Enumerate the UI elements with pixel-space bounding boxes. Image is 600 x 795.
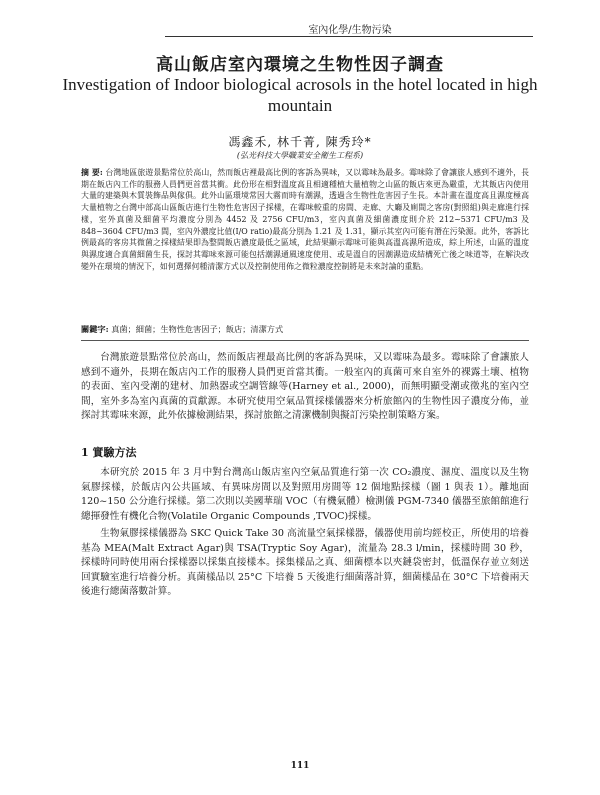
- section-heading-methods: 1 實驗方法: [81, 446, 137, 459]
- keywords: [81, 324, 529, 335]
- keywords-divider: [81, 340, 529, 341]
- methods-paragraph-1: 本研究於 2015 年 3 月中對台灣高山飯店室內空氣品質進行第一次 CO₂濃度、濕度、溫度以及生物氣膠採樣，於飯店內公共區域、有異味房間以及對照用房間等 12 個地點採樣（圖 1 與表 1）。離地面 120~150 公分進行採樣。第二次則以美國華瑞 VOC（有機氣體）檢測儀 PGM-7340 儀器至旅館館進行總揮發性有機化合物(Volatile Organic Compounds ,TVOC)採樣。: [81, 467, 529, 522]
- abstract-label: 摘 要:: [81, 168, 103, 177]
- keywords-text: 真菌；細菌；生物性危害因子；飯店；清潔方式: [111, 324, 284, 334]
- paper-title-english: Investigation of Indoor biological acrosols in the hotel located in high mountain: [62, 75, 538, 115]
- author-affiliation: (弘光科技大學職業安全衛生工程系): [236, 151, 364, 160]
- page-number: 111: [290, 761, 310, 771]
- author-list: 馮鑫禾, 林千菁, 陳秀玲*: [228, 135, 372, 149]
- running-header: 室內化學/生物污染: [308, 25, 392, 36]
- methods-paragraph-2: 生物氣膠採樣儀器為 SKC Quick Take 30 高流量空氣採樣器，儀器使用前均經校正，所使用的培養基為 MEA(Malt Extract Agar)與 TSA(Tryptic Soy Agar)，流量為 28.3 l/min，採樣時間 30 秒，採樣時同時使用兩台採樣器以採集直接樣本。採集樣品之真、細菌標本以夾鏈袋密封，低溫保存並立刻送回實驗室進行培養分析。真菌樣品以 25°C 下培養 5 天後進行細菌落計算，細菌樣品在 30°C 下培養兩天後進行總菌落數計算。: [81, 528, 529, 598]
- intro-paragraph: 台灣旅遊景點常位於高山，然而飯店裡最高比例的客訴為異味，又以霉味為最多。霉味除了會讓旅人感到不適外，長期在飯店內工作的服務人員們更首當其衝。一般室內的真菌可來自室外的裸露土壤、植物的表面、室內受潮的建材、加熱器或空調管線等(Harney et al., 2000)，而無明顯受潮或徵兆的室內空間，室外多為室內真菌的貢獻源。本研究使用空氣品質採樣儀器來分析旅館內的生物性因子濃度分佈，並探討其霉味來源，此外依據檢測結果，探討旅館之清潔機制與擬訂污染控制策略方案。: [81, 352, 529, 422]
- paper-title-chinese: 高山飯店室內環境之生物性因子調查: [156, 55, 444, 75]
- header-rule: [165, 36, 533, 37]
- abstract: [81, 167, 529, 272]
- abstract-text: 台灣地區旅遊景點常位於高山，然而飯店裡最高比例的客訴為異味，又以霉味為最多。霉味除了會讓旅人感到不適外，長期在飯店內工作的服務人員們更首當其衝。此份形在相對溫度高且相適種植大量植物之山區的飯店來更為嚴重，尤其飯店內使用大量的建築與木質裝飾品與傢俱。此外山區環境常因大霧而時有潮濕，透過含生物性危害因子生長。本計畫在溫度高且濕度極高大量植物之台灣中部高山區飯店進行生物性危害因子採樣，在霉味較重的房間、走廊、大廳及廁間之客房(對照組)與走廊進行採樣，室外真菌及細菌平均濃度分別為 4452 及 2756 CFU/m3，室內真菌及細菌濃度則介於 212~5371 CFU/m3 及 848~3604 CFU/m3 間，室內外濃度比值(I/O ratio)最高分別為 1.21 及 1.31，顯示其室內可能有潛在污染源。此外，客訴比例最高的客房其微菌之採樣結果即為整間飯店濃度最低之區域，此結果顯示霉味可能與高溫高濕所造成，綜上所述，山區的溫度與濕度適合真菌細菌生長，探討其霉味來源可能包括潮濕通風速度使用、或是溫自的因潮濕造成結構死亡後之味道等，在解決改變外在環境的情況下，如何選擇何種清潔方式以及控制使用佈之微粒濃度控制將是未來討論的重點。: [81, 168, 529, 271]
- keywords-label: 關鍵字:: [81, 324, 109, 334]
